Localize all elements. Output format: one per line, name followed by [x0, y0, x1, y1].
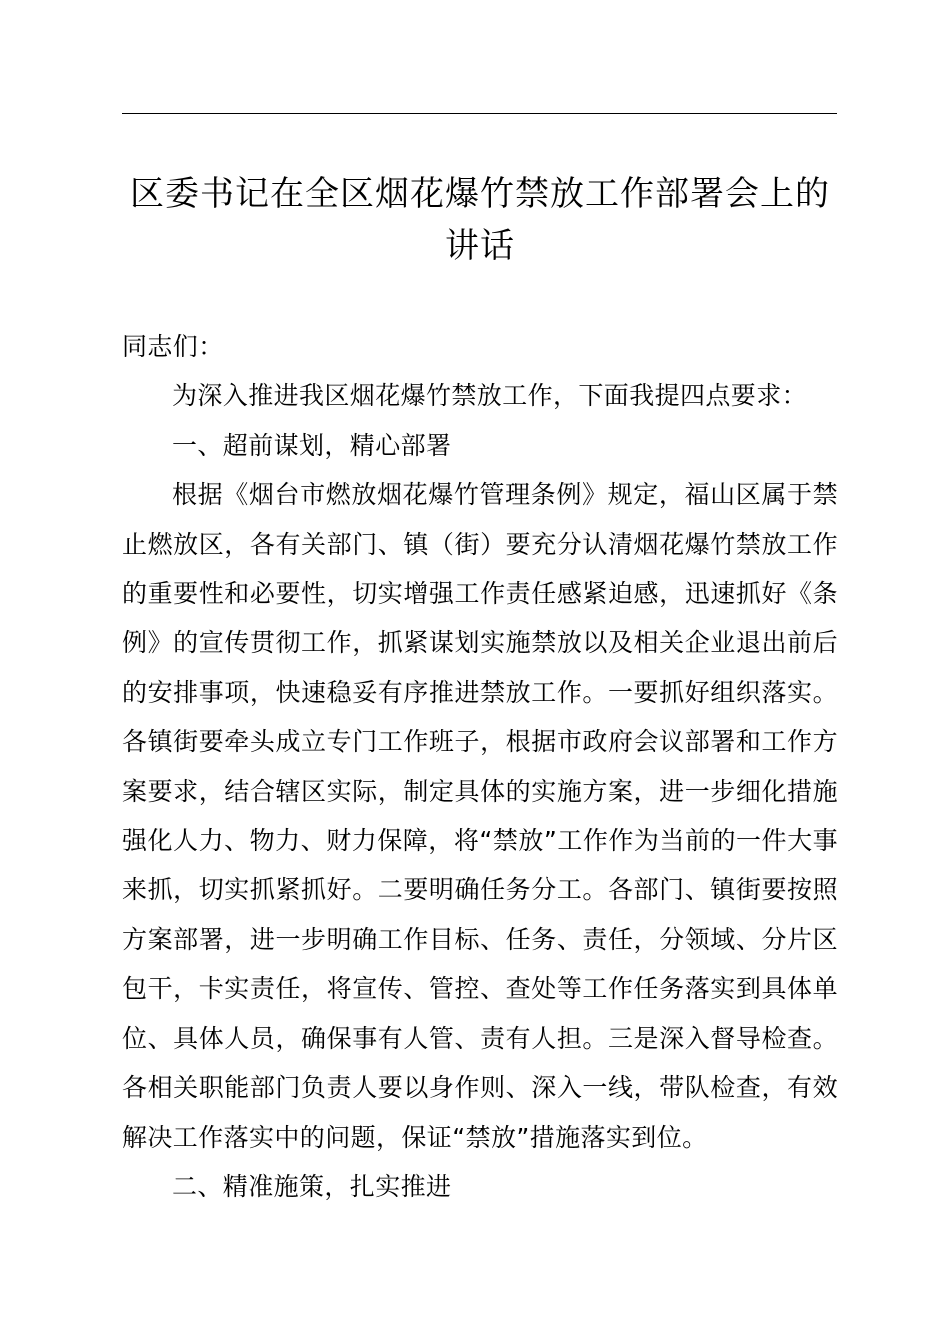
- title-line-1: 区委书记在全区烟花爆竹禁放工作部署会上的: [130, 174, 830, 214]
- document-body: [122, 322, 838, 1211]
- header-rule: [122, 113, 837, 114]
- section-heading-2: 二、精准施策，扎实推进: [172, 1171, 452, 1201]
- document-title: [100, 168, 860, 272]
- salutation: 同志们：: [122, 332, 224, 361]
- title-line-2: 讲话: [445, 226, 515, 266]
- section-body-1: 根据《烟台市燃放烟花爆竹管理条例》规定，福山区属于禁止燃放区，各有关部门、镇（街）要充分认清烟花爆竹禁放工作的重要性和必要性，切实增强工作责任感紧迫感，迅速抓好《条例》的宣传贯彻工作，抓紧谋划实施禁放以及相关企业退出前后的安排事项，快速稳妥有序推进禁放工作。一要抓好组织落实。各镇街要牵头成立专门工作班子，根据市政府会议部署和工作方案要求，结合辖区实际，制定具体的实施方案，进一步细化措施强化人力、物力、财力保障，将“禁放”工作作为当前的一件大事来抓，切实抓紧抓好。二要明确任务分工。各部门、镇街要按照方案部署，进一步明确工作目标、任务、责任，分领域、分片区包干，卡实责任，将宣传、管控、查处等工作任务落实到具体单位、具体人员，确保事有人管、责有人担。三是深入督导检查。各相关职能部门负责人要以身作则、深入一线，带队检查，有效解决工作落实中的问题，保证“禁放”措施落实到位。: [122, 480, 838, 1152]
- section-heading-1: 一、超前谋划，精心部署: [172, 430, 452, 460]
- intro-paragraph: 为深入推进我区烟花爆竹禁放工作，下面我提四点要求：: [172, 381, 808, 411]
